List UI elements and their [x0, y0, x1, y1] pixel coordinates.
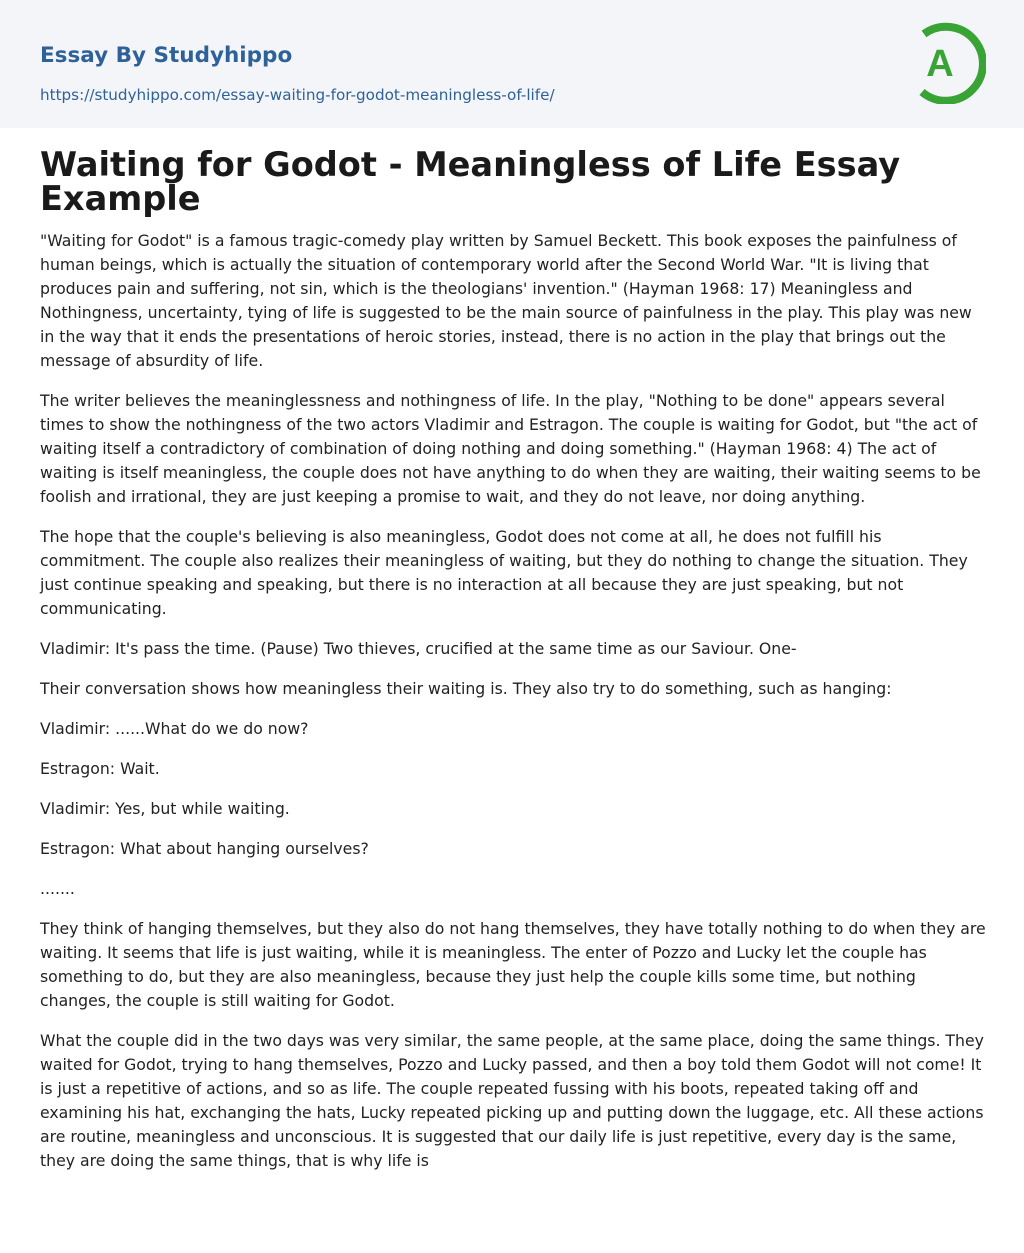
- essay-url-link[interactable]: https://studyhippo.com/essay-waiting-for-godot-meaningless-of-life/: [40, 86, 555, 104]
- essay-paragraph: Estragon: What about hanging ourselves?: [40, 839, 369, 858]
- logo-letter: A: [926, 43, 954, 85]
- essay-paragraph: What the couple did in the two days was very similar, the same people, at the same place, doing the same things. They waited for Godot, trying to hang themselves, Pozzo and Lucky passed, and then a boy told them Godot will not come! It is just a repetitive of actions, and so as life. The couple repeated fussing with his boots, repeated taking off and examining his hat, exchanging the hats, Lucky repeated picking up and putting down the luggage, etc. All these actions are routine, meaningless and unconscious. It is suggested that our daily life is just repetitive, every day is the same, they are doing the same things, that is why life is: [40, 1031, 984, 1170]
- essay-body: [40, 229, 990, 1189]
- essay-paragraph: They think of hanging themselves, but they also do not hang themselves, they have totally nothing to do when they are waiting. It seems that life is just waiting, while it is meaningless. The enter of Pozzo and Lucky let the couple has something to do, but they are also meaningless, because they just help the couple kills some time, but nothing changes, the couple is still waiting for Godot.: [40, 919, 986, 1010]
- essay-paragraph: Vladimir: Yes, but while waiting.: [40, 799, 290, 818]
- essay-paragraph: Their conversation shows how meaningless their waiting is. They also try to do something, such as hanging:: [40, 679, 892, 698]
- essay-paragraph: Vladimir: ......What do we do now?: [40, 719, 309, 738]
- essay-paragraph: Vladimir: It's pass the time. (Pause) Two thieves, crucified at the same time as our Saviour. One-: [40, 639, 797, 658]
- essay-paragraph: The hope that the couple's believing is also meaningless, Godot does not come at all, he does not fulfill his commitment. The couple also realizes their meaningless of waiting, but they do nothing to change the situation. They just continue speaking and speaking, but there is no interaction at all because they are just speaking, but not communicating.: [40, 527, 968, 618]
- page-title: Waiting for Godot - Meaningless of Life Essay Example: [40, 145, 901, 218]
- essay-paragraph: .......: [40, 879, 75, 898]
- essay-paragraph: "Waiting for Godot" is a famous tragic-comedy play written by Samuel Beckett. This book exposes the painfulness of human beings, which is actually the situation of contemporary world after the Second World War. "It is living that produces pain and suffering, not sin, which is the theologians' invention." (Hayman 1968: 17) Meaningless and Nothingness, uncertainty, tying of life is suggested to be the main source of painfulness in the play. This play was new in the way that it ends the presentations of heroic stories, instead, there is no action in the play that brings out the message of absurdity of life.: [40, 231, 972, 370]
- essay-paragraph: Estragon: Wait.: [40, 759, 160, 778]
- essay-paragraph: The writer believes the meaninglessness and nothingness of life. In the play, "Nothing to be done" appears several times to show the nothingness of the two actors Vladimir and Estragon. The couple is waiting for Godot, but "the act of waiting itself a contradictory of combination of doing nothing and doing something." (Hayman 1968: 4) The act of waiting is itself meaningless, the couple does not have anything to do when they are waiting, their waiting seems to be foolish and irrational, they are just keeping a promise to wait, and they do not leave, nor doing anything.: [40, 391, 981, 506]
- site-brand[interactable]: Essay By Studyhippo: [40, 43, 293, 68]
